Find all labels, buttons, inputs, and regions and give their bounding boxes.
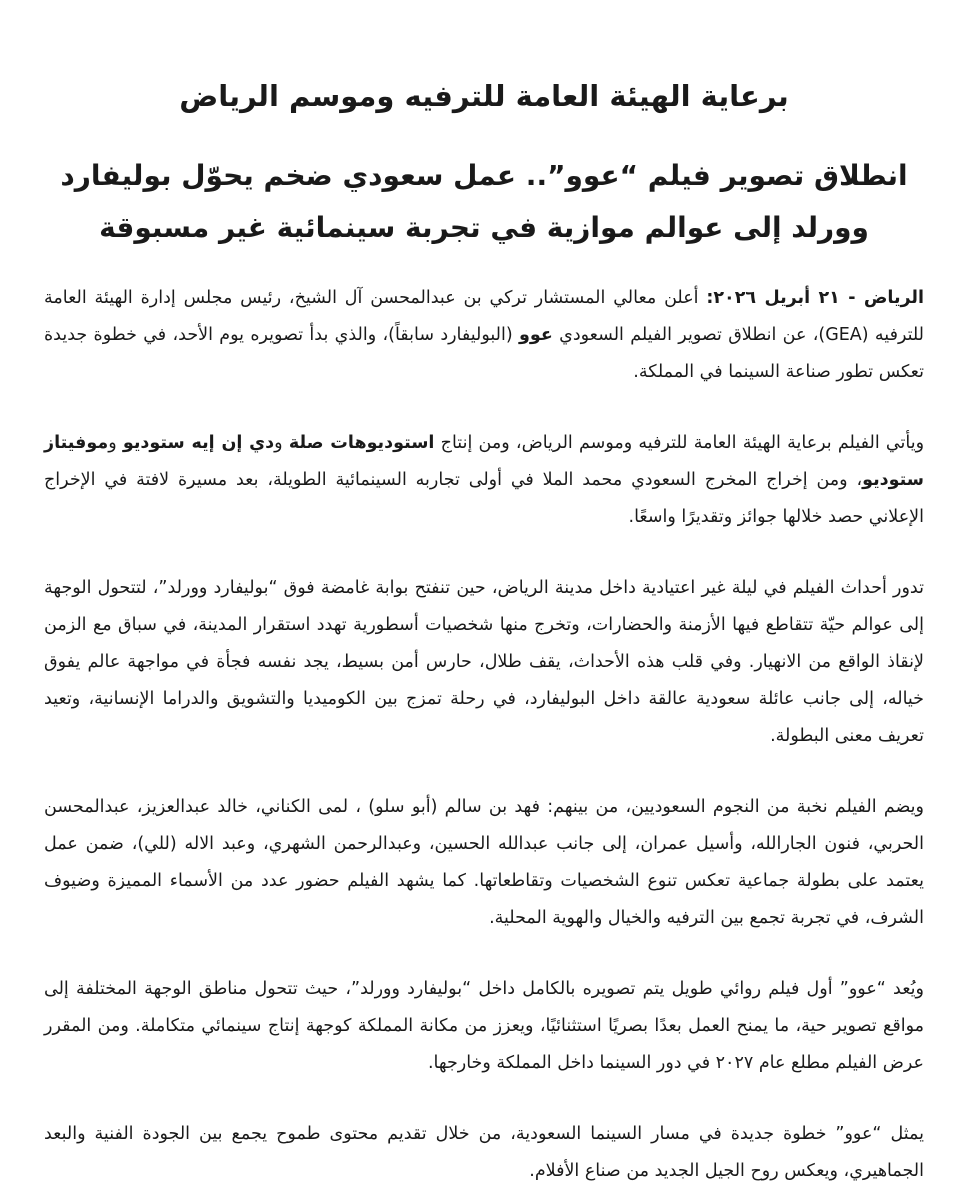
- dateline: الرياض - ٢١ أبريل ٢٠٢٦:: [706, 288, 924, 308]
- production-conj-1: و: [274, 433, 289, 453]
- paragraph-cast: ويضم الفيلم نخبة من النجوم السعوديين، من بينهم: فهد بن سالم (أبو سلو) ، لمى الكناني، خالد عبدالعزيز، عبدالمحسن الحربي، فنون الجارالله، وأسيل عمران، إلى جانب عبدالله الحسين، وعبدالرحمن الشهري، وعبد الاله (للي)، ضمن عمل يعتمد على بطولة جماعية تعكس تنوع الشخصيات وتقاطعاتها. كما يشهد الفيلم حضور عدد من الأسماء المميزة وضيوف الشرف، في تجربة تجمع بين الترفيه والخيال والهوية المحلية.: [44, 797, 924, 928]
- intro-text-2: (البوليفارد سابقاً)، والذي بدأ تصويره يوم الأحد، في خطوة جديدة تعكس تطور صناعة السينما في المملكة.: [44, 325, 924, 382]
- paragraph-filming: ويُعد “عوو” أول فيلم روائي طويل يتم تصويره بالكامل داخل “بوليفارد وورلد”، حيث تتحول مناطق الوجهة المختلفة إلى مواقع تصوير حية، ما يمنح العمل بعدًا بصريًا استثنائيًا، ويعزز من مكانة المملكة كوجهة إنتاج سينمائي متكاملة. ومن المقرر عرض الفيلم مطلع عام ٢٠٢٧ في دور السينما داخل المملكة وخارجها.: [44, 979, 924, 1073]
- paragraph-plot: تدور أحداث الفيلم في ليلة غير اعتيادية داخل مدينة الرياض، حين تنفتح بوابة غامضة فوق “بوليفارد وورلد”، لتتحول الوجهة إلى عوالم حيّة تتقاطع فيها الأزمنة والحضارات، وتخرج منها شخصيات أسطورية تهدد استقرار المدينة، في سباق مع الزمن لإنقاذ الواقع من الانهيار. وفي قلب هذه الأحداث، يقف طلال، حارس أمن بسيط، يجد نفسه فجأة في مواجهة عالم يفوق خياله، إلى جانب عائلة سعودية عالقة داخل البوليفارد، في رحلة تمزج بين الكوميديا والتشويق والدراما الإنسانية، وتعيد تعريف معنى البطولة.: [44, 578, 924, 746]
- film-title: عوو: [519, 325, 553, 345]
- studio-sela: استوديوهات صلة: [288, 433, 435, 453]
- paragraph-closing: يمثل “عوو” خطوة جديدة في مسار السينما السعودية، من خلال تقديم محتوى طموح يجمع بين الجودة الفنية والبعد الجماهيري، ويعكس روح الجيل الجديد من صناع الأفلام.: [44, 1124, 924, 1181]
- sponsorship-title: برعاية الهيئة العامة للترفيه وموسم الرياض: [179, 79, 789, 113]
- studio-movietaz: موفيتاز ستوديو: [44, 433, 924, 490]
- headline: انطلاق تصوير فيلم “عوو”.. عمل سعودي ضخم يحوّل بوليفارد وورلد إلى عوالم موازية في تجربة سينمائية غير مسبوقة: [60, 159, 908, 244]
- production-text-2: ، ومن إخراج المخرج السعودي محمد الملا في أولى تجاربه السينمائية الطويلة، بعد مسيرة لافتة في الإخراج الإعلاني حصد خلالها جوائز وتقديرًا واسعًا.: [44, 470, 924, 527]
- article-body: [44, 254, 924, 1190]
- studio-dna: دي إن إيه ستوديو: [122, 433, 275, 453]
- paragraph-intro: [44, 280, 924, 391]
- production-conj-2: و: [108, 433, 123, 453]
- production-text-1: ويأتي الفيلم برعاية الهيئة العامة للترفيه وموسم الرياض، ومن إنتاج: [434, 433, 925, 453]
- paragraph-production: [44, 425, 924, 536]
- intro-text-1: أعلن معالي المستشار تركي بن عبدالمحسن آل الشيخ، رئيس مجلس إدارة الهيئة العامة للترفيه (GEA)، عن انطلاق تصوير الفيلم السعودي: [44, 288, 925, 345]
